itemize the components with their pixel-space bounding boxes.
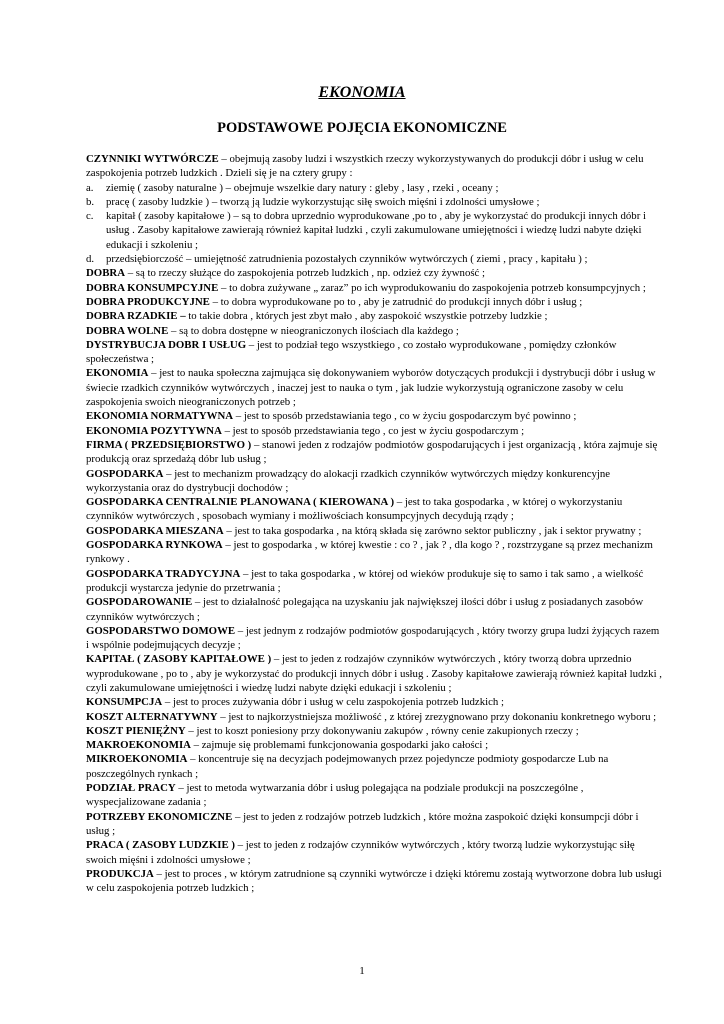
list-letter: c. (86, 210, 94, 223)
document-body (86, 152, 664, 895)
definition (86, 538, 664, 567)
list-item-text: kapitał ( zasoby kapitałowe ) – są to dobra uprzednio wyprodukowane ,po to , aby je wykorzystać do produkcji innych dóbr i usług . Zasoby kapitałowe zawierają również kapitał ludzki , czyli zakumulowane umiejętności i wiedzę ludzi nabyte dzięki edukacji i szkoleniu ; (106, 210, 647, 251)
list-item-text: przedsiębiorczość – umiejętność zatrudnienia pozostałych czynników wytwórczych ( ziemi , pracy , kapitału ) ; (106, 253, 588, 266)
definition-text: – jest to jeden z rodzajów czynników wytwórczych , który tworzą dobra uprzednio wyprodukowane , po to , aby je wykorzystać do produkcji innych dóbr i usług . Zasoby kapitałowe zawierają również kapitał ludzki , czyli zakumulowane umiejętności i wiedzę ludzi nabyte dzięki edukacji i szkoleniu ; (86, 653, 662, 694)
definition-text: – zajmuje się problemami funkcjonowania gospodarki jako całości ; (190, 739, 489, 752)
definition (86, 781, 664, 810)
definition (86, 738, 664, 752)
definition-text: – jest to działalność polegająca na uzyskaniu jak największej ilości dóbr i usług z posiadanych zasobów czynników wytwórczych ; (86, 596, 644, 623)
definition-text: – jest to taka gospodarka , na którą składa się zarówno sektor publiczny , jak i sektor prywatny ; (223, 524, 642, 537)
definition-text: – jest to najkorzystniejsza możliwość , z której zrezygnowano przy dokonaniu konkretnego wyboru ; (217, 710, 657, 723)
page-number: 1 (359, 965, 365, 977)
term: GOSPODARSTWO DOMOWE (86, 624, 236, 637)
term: DOBRA KONSUMPCYJNE (86, 281, 219, 294)
term: FIRMA ( PRZEDSIĘBIORSTWO ) (86, 438, 252, 451)
list-letter: b. (86, 195, 95, 208)
term: KONSUMPCJA (86, 696, 163, 709)
definition-text: – jest jednym z rodzajów podmiotów gospodarujących , który tworzy grupa ludzi żyjących razem i wspólnie podejmujących decyzje ; (86, 624, 660, 652)
definition-text: – jest to taka gospodarka , w której od wieków produkuje się to samo i tak samo , a wielkość produkcji wystarcza jedynie do przetrwania ; (86, 567, 644, 594)
definition (86, 838, 664, 867)
list-item (86, 195, 664, 209)
definition (86, 438, 664, 467)
term: KOSZT PIENIĘŻNY (86, 724, 186, 737)
term: GOSPODARKA TRADYCYJNA (86, 567, 241, 580)
definition-text: – jest to jeden z rodzajów czynników wytwórczych , który tworzą ludzie wykorzystując siłę swoich mięśni i zdolności umysłowe ; (86, 839, 635, 866)
definition-text: – jest to proces zużywania dóbr i usług w celu zaspokojenia potrzeb ludzkich ; (162, 696, 504, 709)
definition-text: – jest to nauka społeczna zajmująca się dokonywaniem wyborów dotyczących produkcji i dystrybucji dóbr i usług w świecie rzadkich czynników wytwórczych , inaczej jest to nauka o tym , jak ludzie wykorzystują ograniczone zasoby w celu zaspokojenia swoich nieograniczonych potrzeb ; (86, 367, 656, 409)
term: KAPITAŁ ( ZASOBY KAPITAŁOWE ) (86, 653, 272, 666)
definition-text: – jest to mechanizm prowadzący do alokacji rzadkich czynników wytwórczych między konkurencyjne wykorzystania oraz do dystrybucji dochodów ; (86, 467, 611, 494)
term: PRACA ( ZASOBY LUDZKIE ) (86, 839, 235, 852)
list-item-text: pracę ( zasoby ludzkie ) – tworzą ją ludzie wykorzystując siłę swoich mięśni i zdolności umysłowe ; (106, 195, 540, 208)
definition-text: – jest to jeden z rodzajów potrzeb ludzkich , które można zaspokoić dzięki konsumpcji dóbr i usług ; (86, 810, 639, 837)
term: GOSPODARKA (86, 467, 164, 480)
term: DOBRA PRODUKCYJNE (86, 295, 210, 308)
definition-text: – stanowi jeden z rodzajów podmiotów gospodarujących i jest organizacją , która zajmuje się produkcją oraz sprzedażą dóbr lub usług ; (86, 438, 658, 466)
term: GOSPODAROWANIE (86, 596, 193, 609)
term: DOBRA RZADKIE – (86, 310, 186, 323)
definition (86, 524, 664, 538)
definition-text: – jest to koszt poniesiony przy dokonywaniu zakupów , równy cenie zakupionych rzeczy ; (185, 724, 579, 737)
definition (86, 495, 664, 524)
definition (86, 295, 664, 309)
term: GOSPODARKA CENTRALNIE PLANOWANA ( KIEROWANA ) (86, 496, 395, 509)
term: MIKROEKONOMIA (86, 753, 188, 766)
definition-text: – jest to gospodarka , w której kwestie : co ? , jak ? , dla kogo ? , rozstrzygane są przez mechanizm rynkowy . (86, 539, 653, 566)
term: GOSPODARKA MIESZANA (86, 524, 224, 537)
term: MAKROEKONOMIA (86, 739, 191, 752)
definition-text: – jest to taka gospodarka , w której o wykorzystaniu czynników wytwórczych , sposobach wymiany i możliwościach konsumpcyjnych decydują rządy ; (86, 496, 623, 523)
definition (86, 724, 664, 738)
factors-list (86, 181, 664, 267)
definition-text: – są to dobra dostępne w nieograniczonych ilościach dla każdego ; (168, 324, 459, 337)
term: GOSPODARKA RYNKOWA (86, 539, 223, 552)
definition-text: – jest to proces , w którym zatrudnione są czynniki wytwórcze i dzięki któremu zostają wytworzone dobra lub usługi w celu zaspokojenia potrzeb ludzkich ; (86, 867, 662, 895)
definition-text: – obejmują zasoby ludzi i wszystkich rzeczy wykorzystywanych do produkcji dóbr i usług w celu zaspokojenia potrzeb ludzkich . Dzieli się je na cztery grupy : (86, 153, 644, 180)
intro-paragraph (86, 152, 664, 181)
definition (86, 867, 664, 896)
definition-text: – jest to podział tego wszystkiego , co zostało wyprodukowane , pomiędzy członków społeczeństwa ; (86, 338, 617, 366)
definition-text: – to dobra zużywane „ zaraz” po ich wyprodukowaniu do zaspokojenia potrzeb konsumpcyjnych ; (218, 281, 646, 294)
definition-text: – są to rzeczy służące do zaspokojenia potrzeb ludzkich , np. odzież czy żywność ; (125, 267, 486, 280)
term: EKONOMIA POZYTYWNA (86, 424, 222, 437)
definition-text: – jest to sposób przedstawiania tego , co w życiu gospodarczym być powinno ; (233, 410, 577, 423)
list-item (86, 209, 664, 252)
definition (86, 467, 664, 496)
list-item (86, 181, 664, 195)
definition (86, 567, 664, 596)
definition (86, 695, 664, 709)
definition (86, 309, 664, 323)
list-item (86, 252, 664, 266)
definition (86, 338, 664, 367)
term: CZYNNIKI WYTWÓRCZE (86, 153, 219, 165)
definition (86, 752, 664, 781)
list-item-text: ziemię ( zasoby naturalne ) – obejmuje wszelkie dary natury : gleby , lasy , rzeki , oceany ; (106, 181, 499, 194)
term: DYSTRYBUCJA DOBR I USŁUG (86, 338, 247, 351)
term: KOSZT ALTERNATYWNY (86, 710, 218, 723)
definition (86, 624, 664, 653)
definition (86, 710, 664, 724)
definition (86, 810, 664, 839)
term: DOBRA (86, 267, 125, 280)
list-letter: d. (86, 253, 95, 266)
definition-text: – jest to metoda wytwarzania dóbr i usług polegająca na podziale produkcji na poszczególne , wyspecjalizowane zadania ; (86, 782, 584, 809)
document-subtitle: PODSTAWOWE POJĘCIA EKONOMICZNE (217, 120, 507, 136)
term: PODZIAŁ PRACY (86, 782, 176, 795)
definition (86, 366, 664, 409)
definition (86, 266, 664, 280)
term: DOBRA WOLNE (86, 324, 169, 337)
definition (86, 652, 664, 695)
definition-text: – to dobra wyprodukowane po to , aby je zatrudnić do produkcji innych dóbr i usług ; (209, 295, 583, 308)
definition (86, 281, 664, 295)
definition-text: to takie dobra , których jest zbyt mało , aby zaspokoić wszystkie potrzeby ludzkie ; (185, 310, 548, 323)
term: POTRZEBY EKONOMICZNE (86, 810, 233, 823)
term: PRODUKCJA (86, 867, 154, 880)
definition (86, 424, 664, 438)
term: EKONOMIA (86, 367, 149, 380)
definition-text: – jest to sposób przedstawiania tego , co jest w życiu gospodarczym ; (221, 424, 525, 437)
list-letter: a. (86, 181, 94, 194)
definition (86, 595, 664, 624)
term: EKONOMIA NORMATYWNA (86, 410, 234, 423)
definition (86, 409, 664, 423)
definition (86, 324, 664, 338)
definition-text: – koncentruje się na decyzjach podejmowanych przez pojedyncze podmioty gospodarcze Lub na poszczególnych rynkach ; (86, 753, 609, 780)
document-title: EKONOMIA (318, 84, 406, 101)
